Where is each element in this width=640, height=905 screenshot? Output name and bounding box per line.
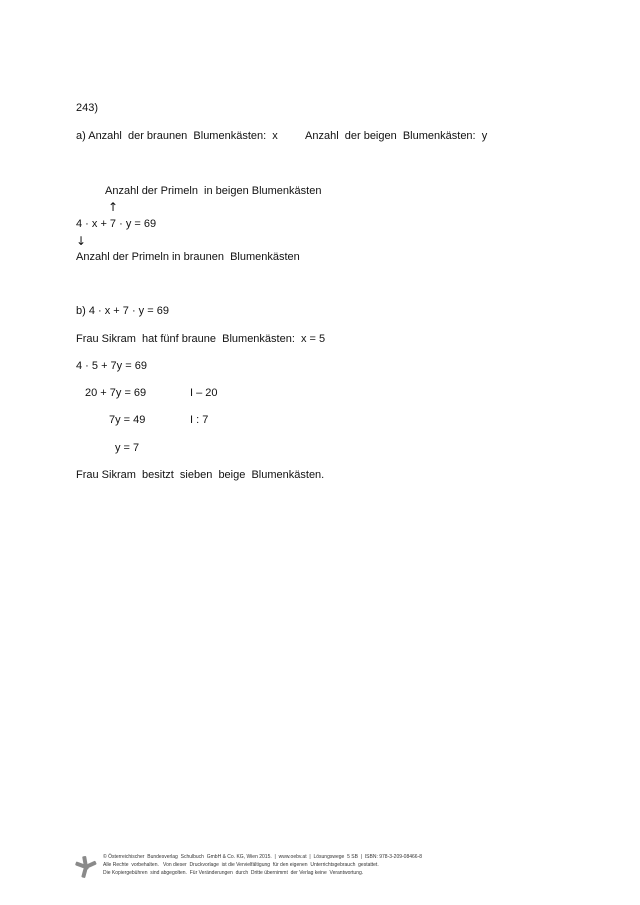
beige-primrose-annotation: Anzahl der Primeln in beigen Blumenkästen <box>105 185 322 197</box>
solution-step-2-operation: I – 20 <box>190 387 218 399</box>
solution-step-3: 7y = 49 <box>109 414 146 426</box>
footer-line-3: Die Kopiergebühren sind abgegolten. Für Veränderungen durch Dritte übernimmt der Verlag keine Verantwortung. <box>103 870 364 876</box>
answer-sentence: Frau Sikram besitzt sieben beige Blumenkästen. <box>76 469 325 481</box>
solution-step-2: 20 + 7y = 69 <box>85 387 147 399</box>
solution-step-3-operation: I : 7 <box>190 414 209 426</box>
statement-b: Frau Sikram hat fünf braune Blumenkästen: x = 5 <box>76 333 326 345</box>
variable-brown-label: a) Anzahl der braunen Blumenkästen: x <box>76 130 278 142</box>
publisher-logo-icon <box>74 855 98 879</box>
exercise-number: 243) <box>76 102 99 114</box>
footer-line-1: © Österreichischer Bundesverlag Schulbuch GmbH & Co. KG, Wien 2015. | www.oebv.at | Lösungswege 5 SB | ISBN: 978-3-209-08466-8 <box>103 854 423 860</box>
equation-a: 4 · x + 7 · y = 69 <box>76 218 157 230</box>
solution-step-1: 4 · 5 + 7y = 69 <box>76 360 147 372</box>
arrow-up-icon: ↑ <box>108 200 119 214</box>
arrow-down-icon: ↓ <box>76 234 87 248</box>
footer-line-2: Alle Rechte vorbehalten. Von dieser Druckvorlage ist die Vervielfältigung für den eigenen Unterrichtsgebrauch gestattet. <box>103 862 379 868</box>
copyright-footer <box>103 853 422 877</box>
solution-step-4: y = 7 <box>115 442 140 454</box>
variable-beige-label: Anzahl der beigen Blumenkästen: y <box>305 130 488 142</box>
brown-primrose-annotation: Anzahl der Primeln in braunen Blumenkästen <box>76 251 300 263</box>
equation-b: b) 4 · x + 7 · y = 69 <box>76 305 169 317</box>
